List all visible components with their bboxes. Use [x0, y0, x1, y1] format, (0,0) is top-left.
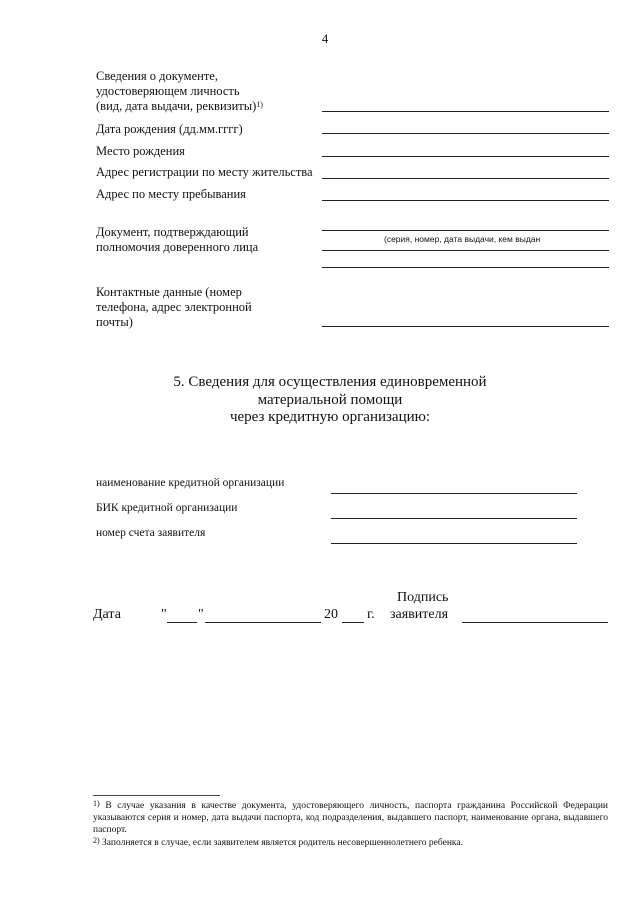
proxy-doc-hint: (серия, номер, дата выдачи, кем выдан: [384, 234, 541, 244]
year-prefix: 20: [324, 607, 338, 622]
date-quote-open: ": [161, 607, 167, 622]
birth-date-label: Дата рождения (дд.мм.гггг): [96, 122, 243, 136]
footnote-1: [93, 800, 608, 836]
footnote-1-mark: 1): [93, 799, 100, 808]
footnote-1-text: В случае указания в качестве документа, удостоверяющего личность, паспорта гражданина Российской Федерации указываются серия и номер, дата выдачи паспорта, код подразделения, выдавшего паспорт, наименование органа, выдавшего паспорт.: [93, 801, 608, 835]
footnote-2-mark: 2): [93, 836, 100, 845]
identity-doc-label-1: Сведения о документе,: [96, 69, 218, 83]
contacts-label-2: телефона, адрес электронной: [96, 300, 252, 314]
date-quote-close: ": [198, 607, 204, 622]
registration-address-label: Адрес регистрации по месту жительства: [96, 165, 313, 179]
bank-name-label: наименование кредитной организации: [96, 477, 285, 489]
signature-label-2: заявителя: [390, 607, 449, 622]
birth-date-field[interactable]: [322, 133, 609, 134]
footnote-ref-1: 1): [256, 100, 263, 109]
proxy-doc-label-1: Документ, подтверждающий: [96, 225, 249, 239]
footnote-2-text: Заполняется в случае, если заявителем является родитель несовершеннолетнего ребенка.: [102, 838, 463, 848]
bank-bic-field[interactable]: [331, 518, 577, 519]
date-year-field[interactable]: [342, 622, 364, 623]
identity-doc-label-2: удостоверяющем личность: [96, 84, 240, 98]
section5-title-3: через кредитную организацию:: [229, 409, 431, 425]
identity-doc-field[interactable]: [322, 111, 609, 112]
proxy-doc-field-3[interactable]: [322, 267, 609, 268]
bank-name-field[interactable]: [331, 493, 577, 494]
section5-title-1: 5. Сведения для осуществления единовременной: [173, 374, 487, 390]
signature-label-1: Подпись: [397, 590, 449, 605]
date-label: Дата: [93, 607, 121, 622]
proxy-doc-field-2[interactable]: [322, 250, 609, 251]
account-number-field[interactable]: [331, 543, 577, 544]
footnote-2: [93, 837, 608, 849]
signature-field[interactable]: [462, 622, 608, 623]
proxy-doc-label-2: полномочия доверенного лица: [96, 240, 259, 254]
date-day-field[interactable]: [167, 622, 197, 623]
account-number-label: номер счета заявителя: [96, 527, 206, 539]
stay-address-field[interactable]: [322, 200, 609, 201]
birth-place-field[interactable]: [322, 156, 609, 157]
bank-bic-label: БИК кредитной организации: [96, 502, 238, 514]
contacts-field[interactable]: [322, 326, 609, 327]
date-month-field[interactable]: [205, 622, 321, 623]
section5-title-2: материальной помощи: [257, 392, 403, 408]
page-number: 4: [321, 31, 329, 46]
year-suffix: г.: [367, 607, 375, 622]
footnote-separator: [93, 795, 220, 796]
contacts-label-1: Контактные данные (номер: [96, 285, 242, 299]
contacts-label-3: почты): [96, 315, 133, 329]
proxy-doc-field[interactable]: [322, 230, 609, 231]
registration-address-field[interactable]: [322, 178, 609, 179]
stay-address-label: Адрес по месту пребывания: [96, 187, 246, 201]
identity-doc-label-3: (вид, дата выдачи, реквизиты)$^{1)}$: [96, 99, 263, 113]
birth-place-label: Место рождения: [96, 144, 185, 158]
